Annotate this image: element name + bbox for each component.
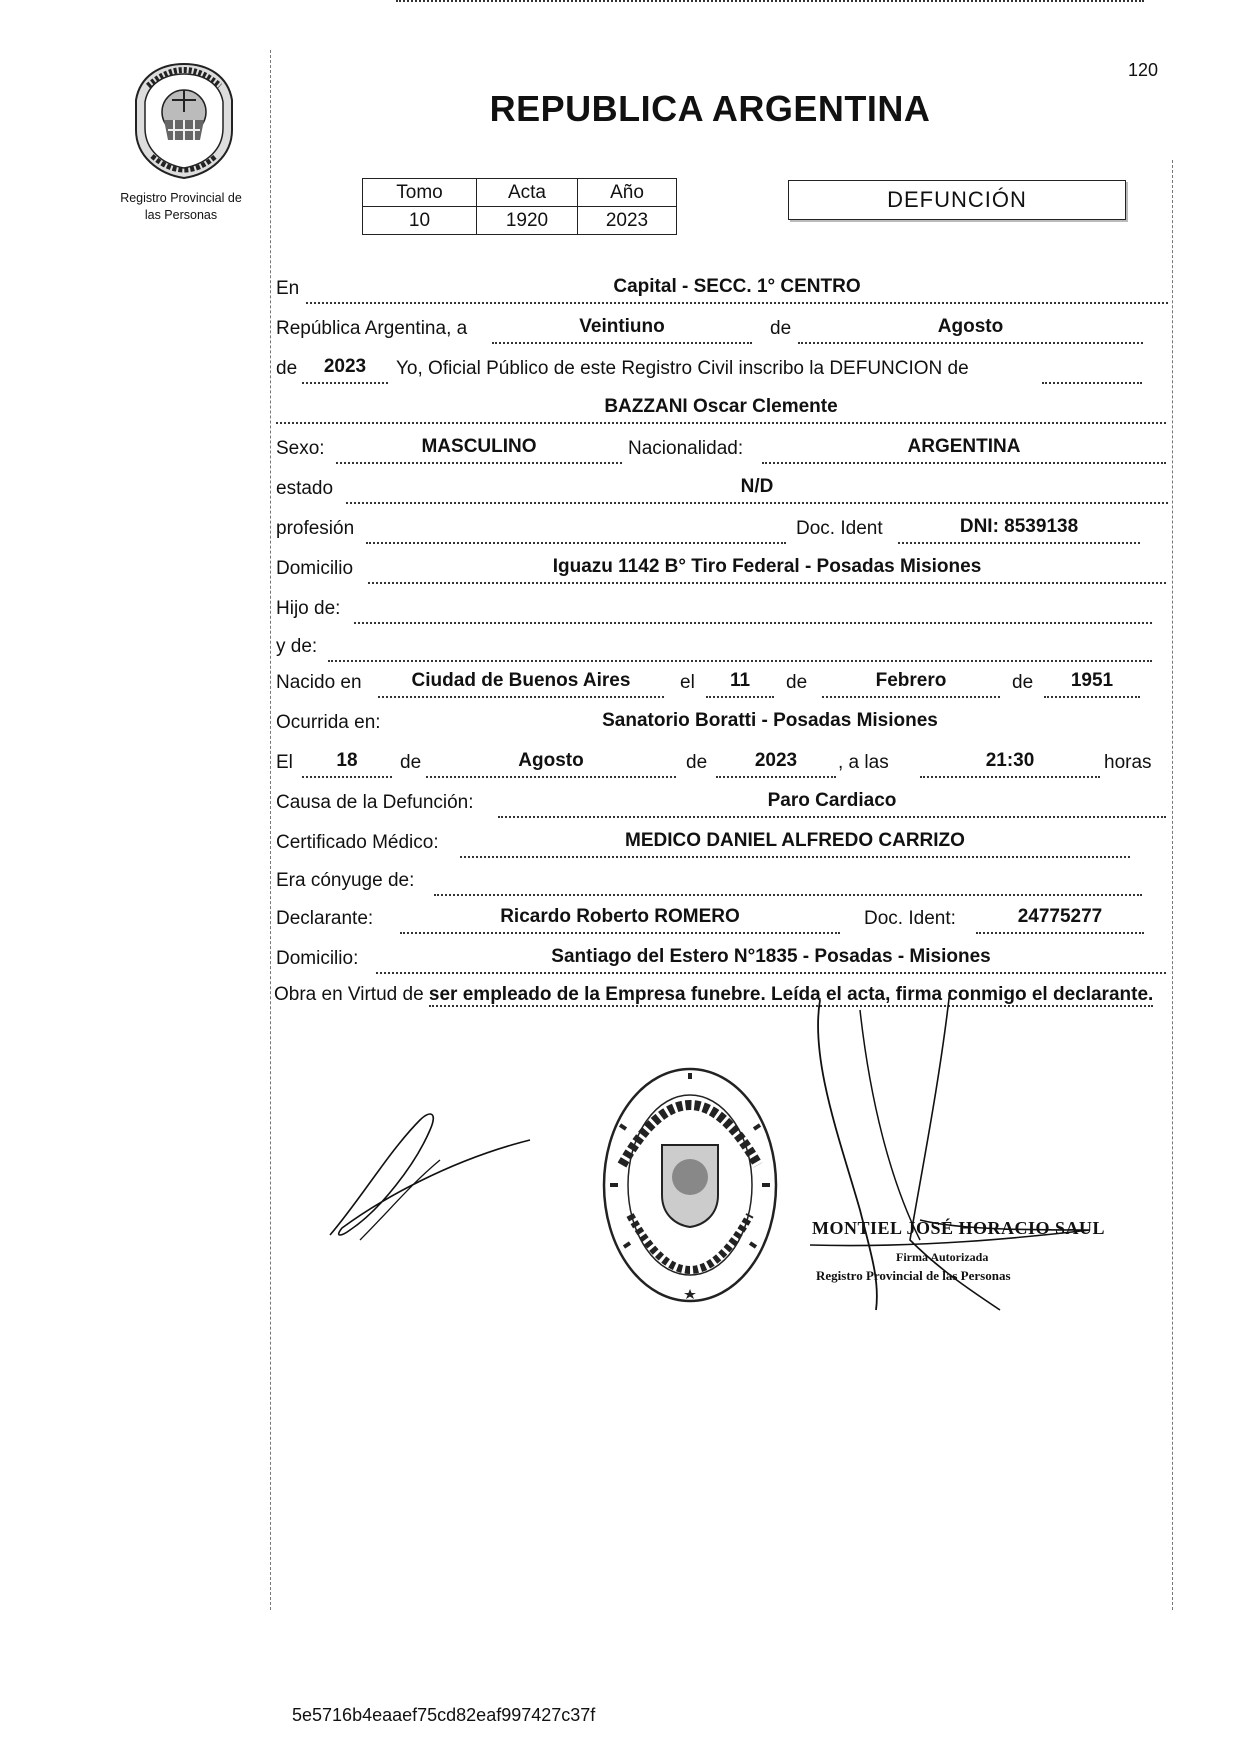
table-row: [363, 207, 677, 235]
page-number: 120: [1128, 60, 1159, 80]
birth-year-value: 1951: [1070, 670, 1114, 691]
dotted-line: [302, 382, 388, 384]
birthplace-value: Ciudad de Buenos Aires: [411, 670, 631, 691]
registry-line-2: las Personas: [144, 208, 218, 222]
dotted-line: [798, 342, 1143, 344]
profesion-label: profesión: [276, 518, 355, 539]
death-month-value: Agosto: [518, 750, 584, 771]
registry-label: [96, 190, 266, 224]
dotted-line: [716, 776, 836, 778]
el-label: el: [680, 672, 695, 693]
dotted-line: [306, 302, 1168, 304]
page-title: REPUBLICA ARGENTINA: [489, 88, 931, 129]
left-margin-line: [270, 50, 271, 1610]
de-label: de: [400, 752, 422, 773]
dotted-line: [976, 932, 1144, 934]
de-label: de: [276, 358, 298, 379]
dotted-line: [434, 894, 1142, 896]
acta-table: [362, 178, 677, 235]
dotted-line: [354, 622, 1152, 624]
doc-ident-label: Doc. Ident: [796, 518, 883, 539]
place-of-death-value: Sanatorio Boratti - Posadas Misiones: [602, 710, 938, 731]
official-seal: [600, 1065, 780, 1305]
death-day-value: 18: [336, 750, 358, 771]
estado-label: estado: [276, 478, 334, 499]
dotted-line: [898, 542, 1140, 544]
declarante-domicilio-value: Santiago del Estero N°1835 - Posadas - Misiones: [551, 946, 991, 967]
inscribo-text: Yo, Oficial Público de este Registro Civil inscribo la DEFUNCION de: [396, 358, 969, 379]
dotted-line: [396, 0, 1144, 2]
dotted-line: [706, 696, 774, 698]
deceased-name: BAZZANI Oscar Clemente: [604, 396, 838, 417]
domicilio-label: Domicilio:: [276, 948, 359, 969]
table-cell-tomo: 10: [363, 207, 477, 235]
domicilio-value: Iguazu 1142 B° Tiro Federal - Posadas Misiones: [552, 556, 982, 577]
dotted-line: [346, 502, 1168, 504]
declarante-doc-value: 24775277: [1017, 906, 1103, 927]
dotted-line: [376, 972, 1166, 974]
dotted-line: [920, 776, 1100, 778]
dotted-line: [460, 856, 1130, 858]
official-role: Firma Autorizada: [896, 1250, 989, 1264]
birth-day-value: 11: [729, 670, 751, 691]
place-value: Capital - SECC. 1° CENTRO: [613, 276, 861, 297]
nacionalidad-value: ARGENTINA: [907, 436, 1021, 457]
document-hash: 5e5716b4eaaef75cd82eaf997427c37f: [292, 1705, 596, 1725]
dotted-line: [378, 696, 664, 698]
certificado-value: MEDICO DANIEL ALFREDO CARRIZO: [625, 830, 965, 851]
doc-ident-label: Doc. Ident:: [864, 908, 956, 929]
table-cell-acta: 1920: [477, 207, 578, 235]
y-de-label: y de:: [276, 636, 318, 657]
year-value: 2023: [323, 356, 367, 377]
certificado-label: Certificado Médico:: [276, 832, 439, 853]
dotted-line: [1042, 382, 1142, 384]
document-type-box: DEFUNCIÓN: [788, 180, 1126, 220]
cause-of-death-value: Paro Cardiaco: [767, 790, 897, 811]
estado-value: N/D: [740, 476, 774, 497]
causa-label: Causa de la Defunción:: [276, 792, 474, 813]
a-las-label: , a las: [838, 752, 889, 773]
official-organization: Registro Provincial de las Personas: [816, 1268, 1011, 1283]
sexo-label: Sexo:: [276, 438, 325, 459]
table-header-acta: Acta: [477, 179, 578, 207]
dotted-line: [336, 462, 622, 464]
ocurrida-label: Ocurrida en:: [276, 712, 381, 733]
dotted-line: [1044, 696, 1140, 698]
de-label: de: [686, 752, 708, 773]
table-row: [363, 179, 677, 207]
dotted-line: [328, 660, 1152, 662]
dotted-line: [492, 342, 752, 344]
right-margin-line: [1172, 160, 1173, 1610]
death-time-value: 21:30: [985, 750, 1035, 771]
table-cell-anio: 2023: [578, 207, 677, 235]
el-label: El: [276, 752, 293, 773]
domicilio-label: Domicilio: [276, 558, 354, 579]
en-label: En: [276, 278, 300, 299]
declarante-label: Declarante:: [276, 908, 374, 929]
republica-label: República Argentina, a: [276, 318, 468, 339]
declarante-value: Ricardo Roberto ROMERO: [500, 906, 740, 927]
sexo-value: MASCULINO: [421, 436, 537, 457]
de-label: de: [1012, 672, 1034, 693]
conyuge-label: Era cónyuge de:: [276, 870, 415, 891]
horas-label: horas: [1104, 752, 1152, 773]
official-name: MONTIEL JOSÉ HORACIO SAUL: [812, 1218, 1106, 1238]
day-written-value: Veintiuno: [579, 316, 665, 337]
dotted-line: [822, 696, 1000, 698]
registry-line-1: Registro Provincial de: [120, 191, 242, 205]
death-year-value: 2023: [754, 750, 798, 771]
table-header-tomo: Tomo: [363, 179, 477, 207]
de-label: de: [786, 672, 808, 693]
provincial-emblem-icon: [128, 60, 240, 182]
de-label: de: [770, 318, 792, 339]
nacionalidad-label: Nacionalidad:: [628, 438, 744, 459]
nacido-label: Nacido en: [276, 672, 362, 693]
dotted-line: [498, 816, 1166, 818]
dotted-line: [762, 462, 1166, 464]
dotted-line: [302, 776, 392, 778]
dotted-line: [276, 422, 1166, 424]
table-header-anio: Año: [578, 179, 677, 207]
doc-ident-value: DNI: 8539138: [959, 516, 1079, 537]
hijo-label: Hijo de:: [276, 598, 341, 619]
dotted-line: [366, 542, 786, 544]
birth-month-value: Febrero: [875, 670, 947, 691]
obra-value: ser empleado de la Empresa funebre. Leída el acta, firma conmigo el declarante.: [428, 984, 1154, 1005]
dotted-line: [426, 776, 676, 778]
month-value: Agosto: [937, 316, 1004, 337]
dotted-line: [368, 582, 1166, 584]
dotted-line: [400, 932, 840, 934]
obra-label: Obra en Virtud de: [274, 984, 424, 1005]
declarant-signature: [320, 1090, 540, 1250]
